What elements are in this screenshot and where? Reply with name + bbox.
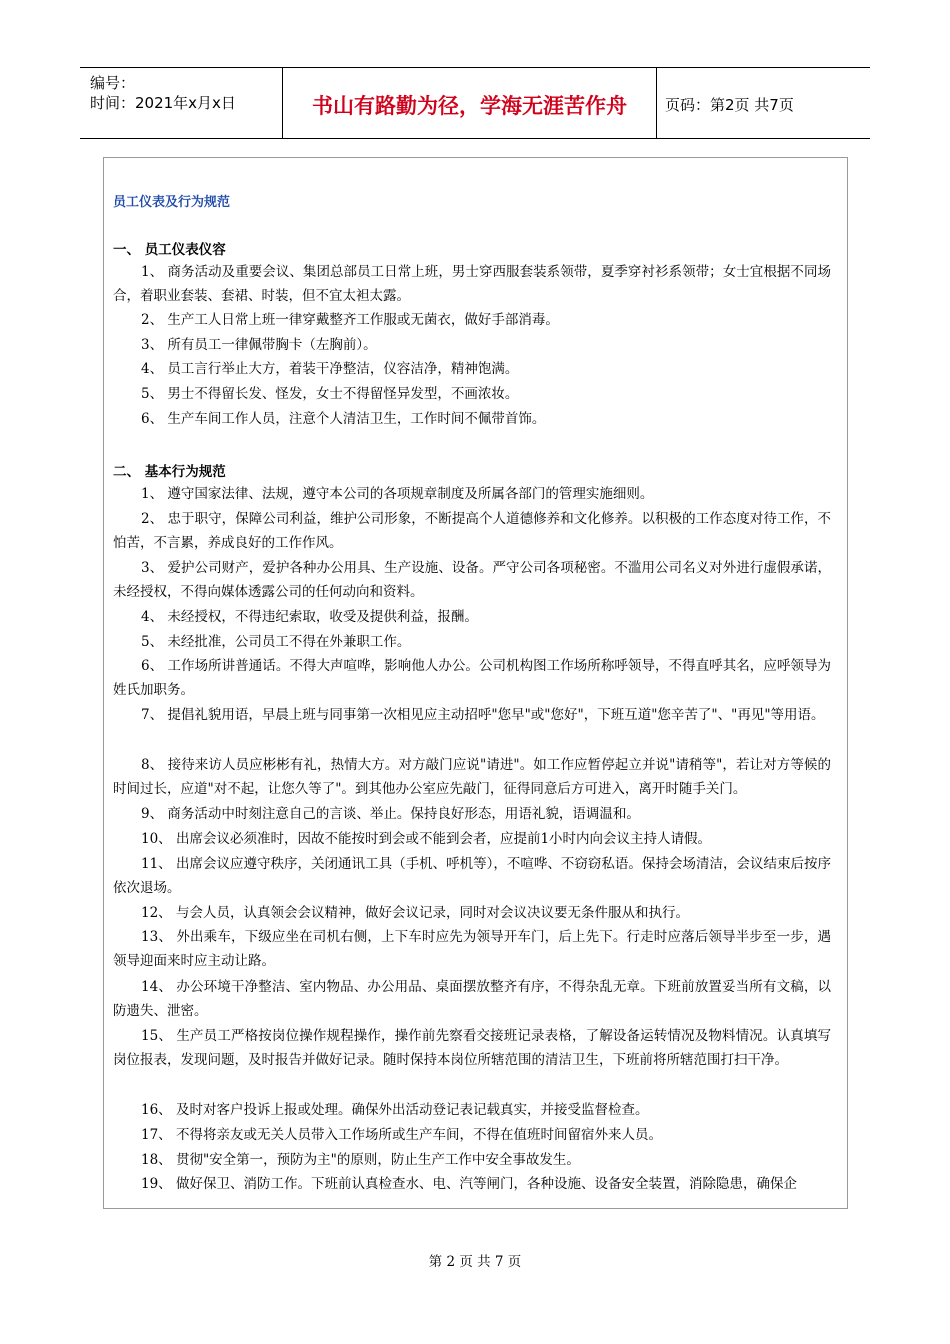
list-item: 3、 爱护公司财产，爱护各种办公用具、生产设施、设备。严守公司各项秘密。不滥用公司名义对外进行虚假承诺，未经授权，不得向媒体透露公司的任何动向和资料。: [113, 560, 831, 600]
list-item: 11、 出席会议应遵守秩序，关闭通讯工具（手机、呼机等），不喧哗、不窃窃私语。保持会场清洁，会议结束后按序依次退场。: [113, 856, 831, 896]
section-heading-behavior: 二、 基本行为规范: [113, 464, 226, 480]
motto: 书山有路勤为径，学海无涯苦作舟: [312, 94, 627, 118]
list-item: 5、 未经批准，公司员工不得在外兼职工作。: [141, 634, 411, 650]
list-item: 3、 所有员工一律佩带胸卡（左胸前）。: [141, 337, 377, 353]
list-item: 15、 生产员工严格按岗位操作规程操作，操作前先察看交接班记录表格，了解设备运转情况及物料情况。认真填写岗位报表，发现问题，及时报告并做好记录。随时保持本岗位所辖范围的清洁卫生，下班前将所辖范围打扫干净。: [113, 1028, 831, 1068]
header-meta-cell: [80, 68, 283, 138]
list-item: 2、 生产工人日常上班一律穿戴整齐工作服或无菌衣，做好手部消毒。: [141, 312, 559, 328]
list-item: 2、 忠于职守，保障公司利益，维护公司形象，不断提高个人道德修养和文化修养。以积极的工作态度对待工作，不怕苦，不言累，养成良好的工作作风。: [113, 511, 831, 551]
list-item: 5、 男士不得留长发、怪发，女士不得留怪异发型，不画浓妆。: [141, 386, 519, 402]
list-item: 4、 员工言行举止大方，着装干净整洁，仪容洁净，精神饱满。: [141, 361, 519, 377]
list-item: 14、 办公环境干净整洁、室内物品、办公用品、桌面摆放整齐有序，不得杂乱无章。下班前放置妥当所有文稿，以防遗失、泄密。: [113, 979, 831, 1019]
section-heading-appearance: 一、 员工仪表仪容: [113, 242, 226, 258]
document-header: [80, 67, 870, 139]
list-item: 9、 商务活动中时刻注意自己的言谈、举止。保持良好形态，用语礼貌，语调温和。: [141, 806, 640, 822]
document-title: 员工仪表及行为规范: [113, 195, 231, 210]
date-label: 时间：2021年x月x日: [90, 94, 236, 112]
list-item: 10、 出席会议必须准时，因故不能按时到会或不能到会者，应提前1小时内向会议主持人请假。: [141, 831, 712, 847]
serial-label: 编号：: [90, 74, 136, 92]
page-info: 页码：第2页 共7页: [665, 96, 794, 114]
list-item: 4、 未经授权，不得违纪索取，收受及提供利益，报酬。: [141, 609, 478, 625]
list-item: 6、 生产车间工作人员，注意个人清洁卫生，工作时间不佩带首饰。: [141, 411, 546, 427]
header-page-cell: [657, 68, 870, 138]
list-item: 8、 接待来访人员应彬彬有礼，热情大方。对方敲门应说"请进"。如工作应暂停起立并说"请稍等"，若让对方等候的时间过长，应道"对不起，让您久等了"。到其他办公室应先敲门，征得同意后方可进入，离开时随手关门。: [113, 757, 831, 797]
list-item: 1、 商务活动及重要会议、集团总部员工日常上班，男士穿西服套装系领带，夏季穿衬衫系领带；女士宜根据不同场合，着职业套装、套裙、时装，但不宜太袒太露。: [113, 264, 831, 304]
page-footer: 第 2 页 共 7 页: [428, 1254, 522, 1270]
list-item: 16、 及时对客户投诉上报或处理。确保外出活动登记表记载真实，并接受监督检查。: [141, 1102, 649, 1118]
header-motto-cell: [283, 68, 657, 138]
list-item: 12、 与会人员，认真领会会议精神，做好会议记录，同时对会议决议要无条件服从和执行。: [141, 905, 689, 921]
list-item: 19、 做好保卫、消防工作。下班前认真检查水、电、汽等闸门，各种设施、设备安全装置，消除隐患，确保企: [141, 1176, 797, 1192]
content-box: [103, 157, 848, 1209]
list-item: 18、 贯彻"安全第一，预防为主"的原则，防止生产工作中安全事故发生。: [141, 1152, 580, 1168]
list-item: 13、 外出乘车，下级应坐在司机右侧，上下车时应先为领导开车门，后上先下。行走时应落后领导半步至一步，遇领导迎面来时应主动让路。: [113, 929, 831, 969]
list-item: 7、 提倡礼貌用语，早晨上班与同事第一次相见应主动招呼"您早"或"您好"，下班互道"您辛苦了"、"再见"等用语。: [141, 707, 825, 723]
list-item: 17、 不得将亲友或无关人员带入工作场所或生产车间，不得在值班时间留宿外来人员。: [141, 1127, 662, 1143]
list-item: 6、 工作场所讲普通话。不得大声喧哗，影响他人办公。公司机构图工作场所称呼领导，不得直呼其名，应呼领导为姓氏加职务。: [113, 658, 831, 698]
list-item: 1、 遵守国家法律、法规，遵守本公司的各项规章制度及所属各部门的管理实施细则。: [141, 486, 654, 502]
